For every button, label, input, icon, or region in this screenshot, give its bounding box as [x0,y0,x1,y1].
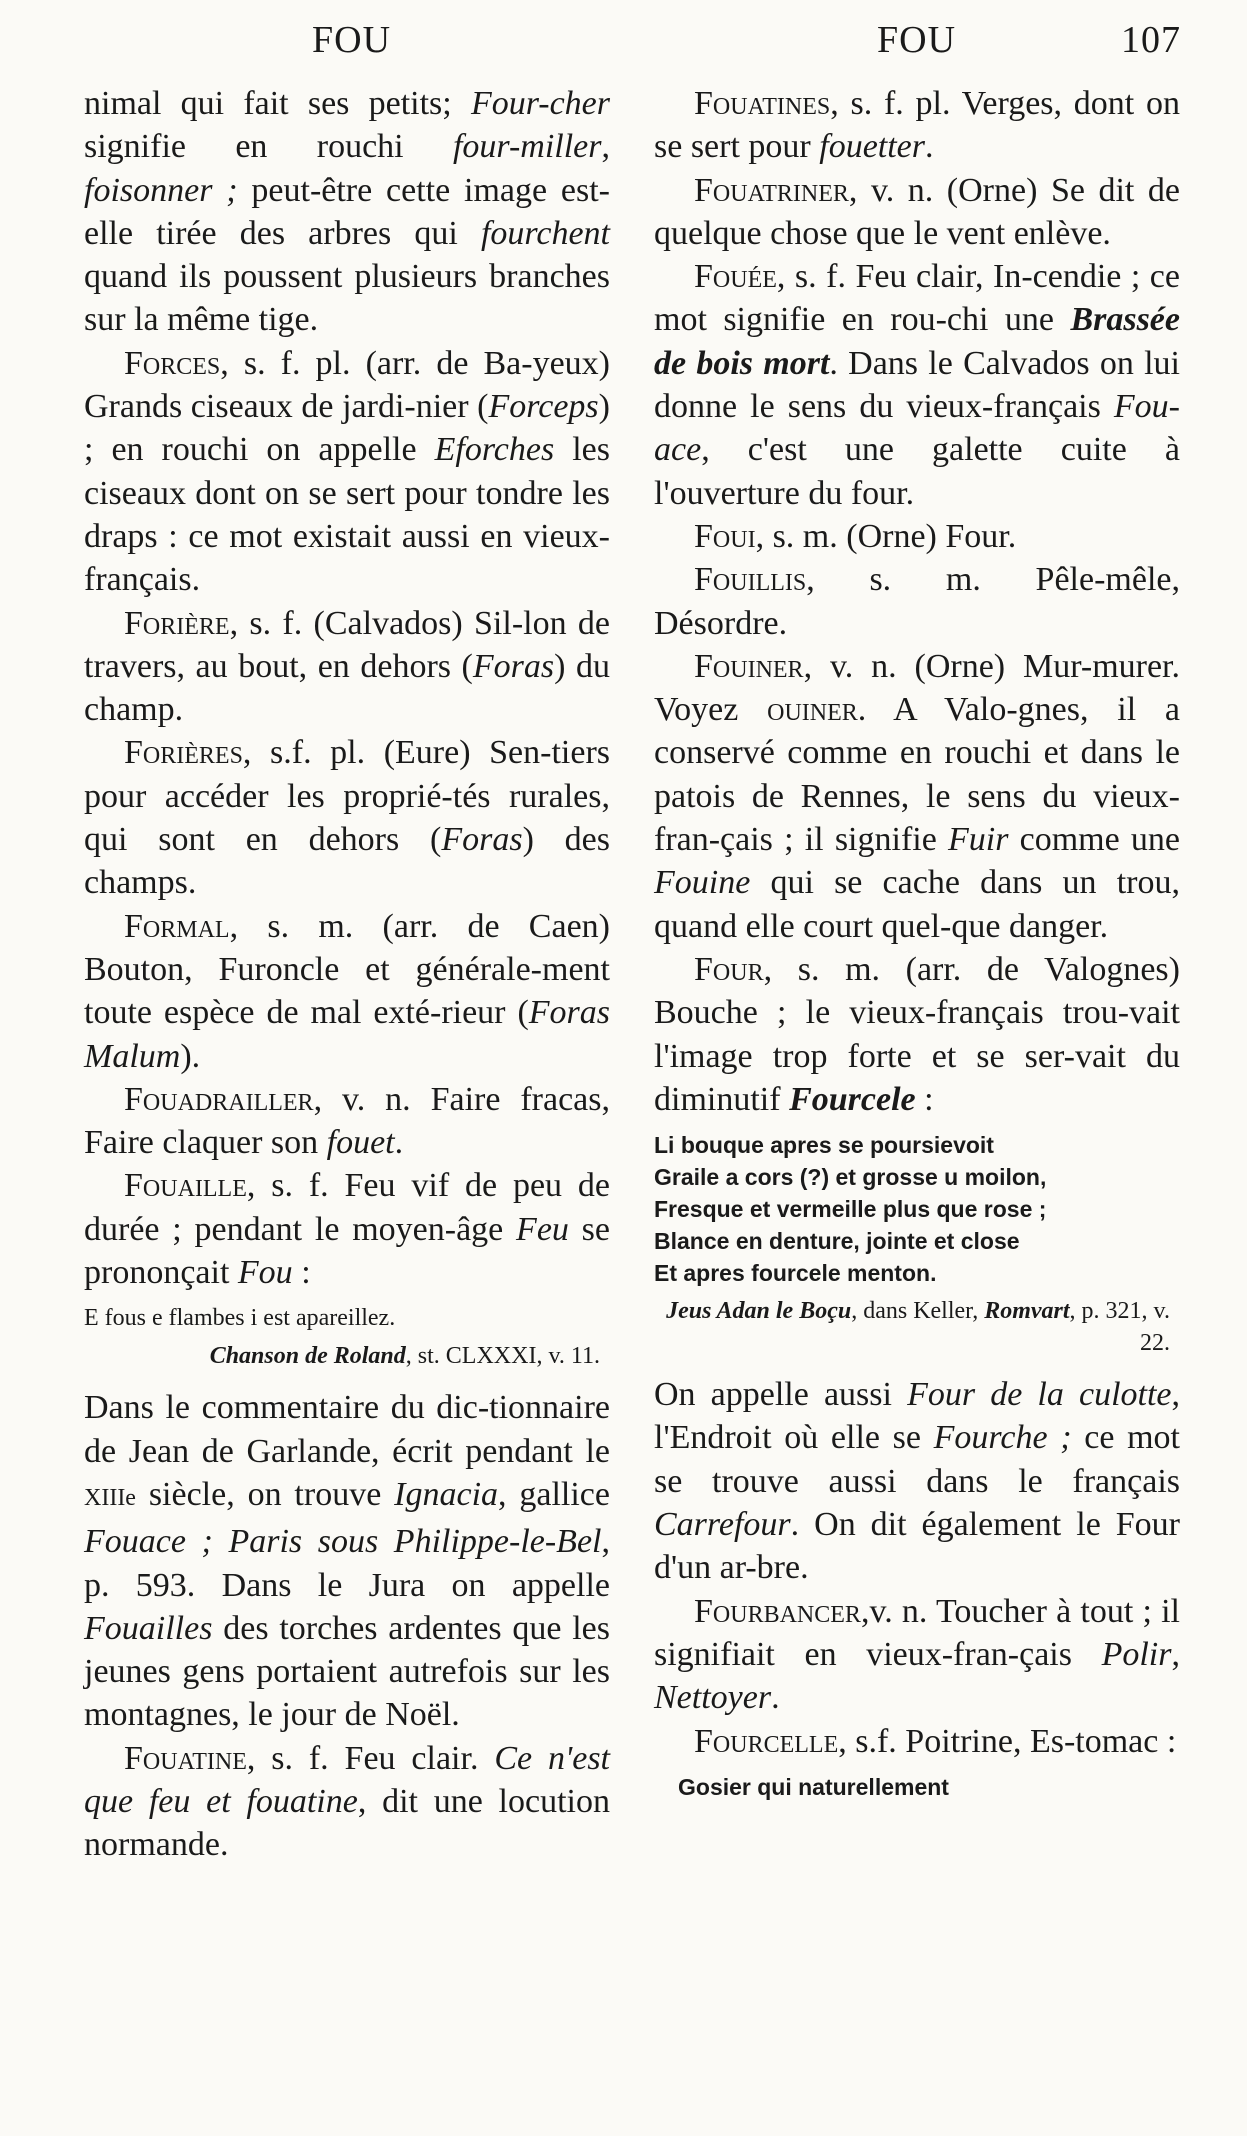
entry-fourcelle: Fourcelle, s.f. Poitrine, Es-tomac : [694,1722,1177,1760]
entry-fouiner: Fouiner, v. n. (Orne) Mur-murer. Voyez ouiner. A Valo-gnes, il a conservé comme en rouchi et dans le patois de Rennes, le sens du vieux-fran-çais ; il signifie Fuir comme une Fouine qui se cache dans un trou, quand elle court quel-que danger. [654,647,1180,945]
quotation-gosier: Gosier qui naturellement [678,1773,949,1800]
running-head-left: FOU [312,19,392,61]
entry-fouatine: Fouatine, s. f. Feu clair. Ce n'est que feu et fouatine, dit une locution normande. [84,1739,611,1864]
entry-continuation: nimal qui fait ses petits; Four-cher signifie en rouchi four-miller, foisonner ; peut-être cette image est-elle tirée des arbres qui fourchent quand ils poussent plusieurs branches sur la même tige. [84,85,610,339]
entry-fouatriner: Fouatriner, v. n. (Orne) Se dit de quelque chose que le vent enlève. [654,171,1180,252]
right-column [654,82,1180,1809]
entry-forces: Forces, s. f. pl. (arr. de Ba-yeux) Grands ciseaux de jardi-nier (Forceps) ; en rouchi on appelle Eforches les ciseaux dont on se sert pour tondre les draps : ce mot existait aussi en vieux-français. [84,344,610,599]
quote-line: Et apres fourcele menton. [654,1260,937,1287]
page-number: 107 [1121,19,1181,61]
entry-formal: Formal, s. m. (arr. de Caen) Bouton, Furoncle et générale-ment toute espèce de mal exté-rieur (Foras Malum). [84,907,610,1075]
entry-foui: Foui, s. m. (Orne) Four. [694,517,1017,555]
paragraph-commentaire: Dans le commentaire du dic-tionnaire de Jean de Garlande, écrit pendant le XIIIe siècle, on trouve Ignacia, gallice Fouace ; Paris sous Philippe-le-Bel, p. 593. Dans le Jura on appelle Fouailles des torches ardentes que les jeunes gens portaient autrefois sur les montagnes, le jour de Noël. [84,1389,610,1734]
left-column [84,82,610,1867]
entry-four: Four, s. m. (arr. de Valognes) Bouche ; le vieux-français trou-vait l'image trop forte et se ser-vait du diminutif Fourcele : [654,950,1180,1118]
entry-forieres: Forières, s.f. pl. (Eure) Sen-tiers pour accéder les proprié-tés rurales, qui sont en dehors (Foras) des champs. [84,734,610,902]
entry-fourbancer: Fourbancer,v. n. Toucher à tout ; il signifiait en vieux-fran-çais Polir, Nettoyer. [654,1592,1180,1717]
quotation-adan [654,1129,1180,1289]
quote-line: Li bouque apres se poursievoit [654,1132,994,1159]
quotation-roland: E fous e flambes i est apareillez. [84,1305,396,1332]
paragraph-four-culotte: On appelle aussi Four de la culotte, l'Endroit où elle se Fourche ; ce mot se trouve aussi dans le français Carrefour. On dit également le Four d'un ar-bre. [654,1376,1181,1587]
citation-adan: Jeus Adan le Boçu, dans Keller, Romvart, p. 321, v. 22. [666,1298,1170,1357]
quote-line: Blance en denture, jointe et close [654,1228,1020,1255]
running-head-right: FOU [877,19,957,61]
entry-fouillis: Fouillis, s. m. Pêle-mêle, Désordre. [654,561,1180,642]
entry-fouatines: Fouatines, s. f. pl. Verges, dont on se sert pour fouetter. [654,85,1180,166]
entry-fouaille: Fouaille, s. f. Feu vif de peu de durée ; pendant le moyen-âge Feu se prononçait Fou : [84,1167,611,1292]
entry-foriere: Forière, s. f. (Calvados) Sil-lon de travers, au bout, en dehors (Foras) du champ. [84,604,610,729]
citation-roland: Chanson de Roland, st. CLXXXI, v. 11. [209,1343,600,1370]
quote-line: Fresque et vermeille plus que rose ; [654,1196,1047,1223]
entry-fouee: Fouée, s. f. Feu clair, In-cendie ; ce mot signifie en rou-chi une Brassée de bois mort. Dans le Calvados on lui donne le sens du vieux-français Fou-ace, c'est une galette cuite à l'ouverture du four. [654,258,1180,512]
entry-fouadrailler: Fouadrailler, v. n. Faire fracas, Faire claquer son fouet. [84,1080,610,1162]
quote-line: Graile a cors (?) et grosse u moilon, [654,1164,1047,1191]
